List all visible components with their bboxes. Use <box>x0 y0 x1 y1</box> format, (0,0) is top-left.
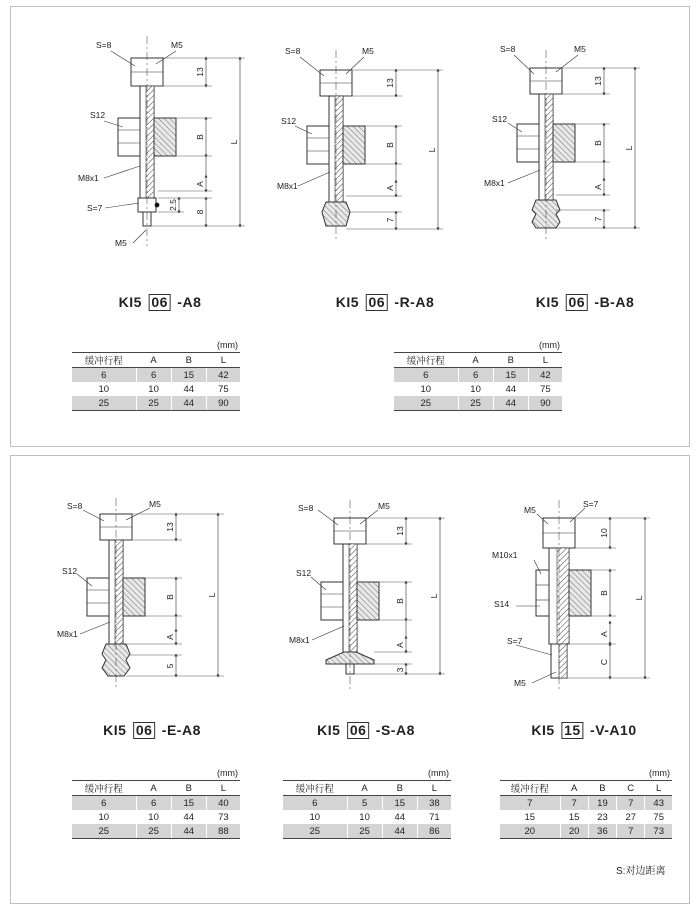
table-cell: 15 <box>493 368 528 383</box>
table-cell: 10 <box>283 810 347 824</box>
table-cell: 38 <box>417 796 451 811</box>
label-m5-top: M5 <box>149 499 161 509</box>
dim-l: L <box>427 147 437 153</box>
diagram-a8 <box>78 36 245 248</box>
dim-13: 13 <box>165 522 175 532</box>
label-s7: S=7 <box>507 636 523 646</box>
header-cell: L <box>528 353 562 368</box>
unit-label: (mm) <box>649 768 670 778</box>
table-cell: 5 <box>347 796 382 811</box>
table-cell: 75 <box>206 382 240 396</box>
label-s14: S14 <box>494 599 510 609</box>
table-cell: 25 <box>394 396 458 411</box>
table-row <box>500 824 672 839</box>
table-cell: 71 <box>417 810 451 824</box>
dim-13: 13 <box>395 526 405 536</box>
model-prefix: KI5 <box>335 294 360 310</box>
dim-l: L <box>207 592 217 598</box>
diagram-b-a8 <box>484 44 640 240</box>
dim-13: 13 <box>195 67 205 77</box>
label-s7: S=7 <box>87 203 103 213</box>
model-suffix: -R-A8 <box>394 294 435 310</box>
label-s8: S=8 <box>500 44 516 54</box>
diagram-v-a10 <box>492 499 650 692</box>
model-prefix: KI5 <box>531 722 555 738</box>
header-cell: 缓冲行程 <box>283 781 347 796</box>
dim-l: L <box>624 145 634 151</box>
table-cell: 27 <box>617 810 645 824</box>
label-s12: S12 <box>281 116 297 126</box>
header-cell: L <box>206 781 240 796</box>
table-cell: 15 <box>500 810 560 824</box>
table-cell: 20 <box>560 824 588 839</box>
dim-13: 13 <box>593 76 603 86</box>
header-cell: A <box>136 781 171 796</box>
table-cell: 7 <box>617 824 645 839</box>
model-box: 06 <box>148 294 171 311</box>
spec-table <box>72 766 240 839</box>
table-cell: 90 <box>206 396 240 411</box>
header-cell: 缓冲行程 <box>394 353 458 368</box>
model-box: 06 <box>347 722 370 739</box>
dim-l: L <box>229 139 239 145</box>
table-row <box>283 796 451 811</box>
table-cell: 6 <box>458 368 493 383</box>
spec-table <box>72 338 240 411</box>
label-m5-bottom: M5 <box>115 238 127 248</box>
header-cell: A <box>458 353 493 368</box>
label-m8: M8x1 <box>78 173 99 183</box>
dim-8: 8 <box>195 209 205 215</box>
label-m8: M8x1 <box>484 178 505 188</box>
model-suffix: -A8 <box>177 294 202 310</box>
table-row <box>72 810 240 824</box>
unit-label: (mm) <box>217 340 238 350</box>
model-box: 06 <box>133 722 156 739</box>
header-cell: L <box>417 781 451 796</box>
table-cell: 15 <box>171 796 206 811</box>
label-s12: S12 <box>492 114 508 124</box>
header-cell: L <box>206 353 240 368</box>
table-cell: 10 <box>394 382 458 396</box>
model-prefix: KI5 <box>535 294 560 310</box>
table-row <box>283 810 451 824</box>
label-m5-bottom: M5 <box>514 678 526 688</box>
label-s12: S12 <box>90 110 106 120</box>
table-cell: 73 <box>206 810 240 824</box>
table-cell: 20 <box>500 824 560 839</box>
dim-10: 10 <box>599 528 609 538</box>
table-cell: 42 <box>528 368 562 383</box>
table-cell: 75 <box>645 810 672 824</box>
table-cell: 25 <box>347 824 382 839</box>
header-cell: C <box>617 781 645 796</box>
table-cell: 44 <box>493 382 528 396</box>
dim-b: B <box>195 134 205 140</box>
table-cell: 44 <box>382 824 417 839</box>
header-cell: B <box>171 353 206 368</box>
table-cell: 44 <box>171 810 206 824</box>
dim-b: B <box>599 590 609 596</box>
header-cell: B <box>588 781 616 796</box>
header-cell: A <box>560 781 588 796</box>
table-cell: 6 <box>136 796 171 811</box>
unit-label: (mm) <box>539 340 560 350</box>
table-row <box>72 382 240 396</box>
table-cell: 25 <box>136 396 171 411</box>
table-cell: 19 <box>588 796 616 811</box>
table-cell: 10 <box>72 810 136 824</box>
table-row <box>500 796 672 811</box>
dim-a: A <box>165 634 175 640</box>
spec-table <box>500 766 672 839</box>
label-m10: M10x1 <box>492 550 518 560</box>
dim-a: A <box>599 631 609 637</box>
table-row <box>394 368 562 383</box>
header-cell: 缓冲行程 <box>72 353 136 368</box>
label-m5-top: M5 <box>171 40 183 50</box>
label-s8: S=8 <box>67 501 83 511</box>
model-title-v-a10 <box>531 722 636 739</box>
label-m5-top: M5 <box>524 505 536 515</box>
model-box: 15 <box>561 722 584 739</box>
unit-label: (mm) <box>428 768 449 778</box>
model-prefix: KI5 <box>103 722 127 738</box>
label-s12: S12 <box>296 568 312 578</box>
header-cell: B <box>493 353 528 368</box>
label-m5-top: M5 <box>378 501 390 511</box>
table-cell: 25 <box>458 396 493 411</box>
dim-a: A <box>385 185 395 191</box>
spec-table <box>394 338 562 411</box>
unit-label: (mm) <box>217 768 238 778</box>
table-row <box>394 396 562 411</box>
table-cell: 25 <box>283 824 347 839</box>
table-cell: 42 <box>206 368 240 383</box>
model-title-r-a8 <box>336 294 435 311</box>
header-cell: A <box>136 353 171 368</box>
table-cell: 10 <box>136 810 171 824</box>
model-suffix: -V-A10 <box>590 722 637 738</box>
model-suffix: -B-A8 <box>594 294 635 310</box>
model-title-e-a8 <box>103 722 201 739</box>
model-title-a8 <box>119 294 202 311</box>
header-cell: 缓冲行程 <box>72 781 136 796</box>
table-cell: 15 <box>171 368 206 383</box>
dim-a: A <box>195 181 205 187</box>
label-s7-top: S=7 <box>583 499 599 509</box>
dim-13: 13 <box>385 78 395 88</box>
model-box: 06 <box>565 294 588 311</box>
label-s8: S=8 <box>285 46 301 56</box>
dim-7: 7 <box>593 216 603 222</box>
diagram-r-a8 <box>277 46 443 240</box>
table-cell: 10 <box>458 382 493 396</box>
table-cell: 10 <box>347 810 382 824</box>
dim-2-5: 2.5 <box>168 199 178 211</box>
table-row <box>500 810 672 824</box>
model-title-b-a8 <box>536 294 635 311</box>
header-cell: B <box>171 781 206 796</box>
label-m8: M8x1 <box>57 629 78 639</box>
dim-l: L <box>634 595 644 601</box>
model-prefix: KI5 <box>118 294 142 310</box>
table-cell: 15 <box>382 796 417 811</box>
dim-3: 3 <box>395 667 405 673</box>
label-m8: M8x1 <box>277 181 298 191</box>
table-cell: 6 <box>394 368 458 383</box>
header-cell: L <box>645 781 672 796</box>
table-cell: 7 <box>617 796 645 811</box>
table-cell: 40 <box>206 796 240 811</box>
table-cell: 36 <box>588 824 616 839</box>
table-cell: 25 <box>72 824 136 839</box>
label-s12: S12 <box>62 566 78 576</box>
diagram-s-a8 <box>289 500 445 690</box>
dim-c: C <box>599 658 609 666</box>
table-cell: 7 <box>500 796 560 811</box>
dim-a: A <box>593 184 603 190</box>
lock-nut-s12 <box>118 118 140 156</box>
label-s8: S=8 <box>96 40 112 50</box>
dim-7: 7 <box>385 217 395 223</box>
table-row <box>72 368 240 383</box>
table-cell: 75 <box>528 382 562 396</box>
label-m5-top: M5 <box>574 44 586 54</box>
table-cell: 6 <box>283 796 347 811</box>
dim-5: 5 <box>165 663 175 669</box>
table-cell: 15 <box>560 810 588 824</box>
table-cell: 44 <box>171 382 206 396</box>
table-cell: 90 <box>528 396 562 411</box>
label-m8: M8x1 <box>289 635 310 645</box>
table-cell: 88 <box>206 824 240 839</box>
table-cell: 6 <box>72 368 136 383</box>
diagram-e-a8 <box>57 498 224 690</box>
table-row <box>72 824 240 839</box>
table-cell: 44 <box>171 396 206 411</box>
header-cell: A <box>347 781 382 796</box>
table-cell: 73 <box>645 824 672 839</box>
table-cell: 25 <box>72 396 136 411</box>
footnote: S:对边距离 <box>616 866 666 877</box>
dim-a: A <box>395 642 405 648</box>
table-cell: 6 <box>72 796 136 811</box>
table-row <box>283 824 451 839</box>
model-box: 06 <box>365 294 388 311</box>
table-cell: 44 <box>493 396 528 411</box>
spec-table <box>283 766 451 839</box>
model-suffix: -S-A8 <box>375 722 415 738</box>
model-title-s-a8 <box>317 722 415 739</box>
dim-b: B <box>395 598 405 604</box>
table-cell: 44 <box>171 824 206 839</box>
dim-b: B <box>165 594 175 600</box>
header-cell: 缓冲行程 <box>500 781 560 796</box>
header-cell: B <box>382 781 417 796</box>
table-cell: 86 <box>417 824 451 839</box>
table-cell: 7 <box>560 796 588 811</box>
table-cell: 6 <box>136 368 171 383</box>
dim-b: B <box>593 140 603 146</box>
model-prefix: KI5 <box>317 722 341 738</box>
table-cell: 10 <box>136 382 171 396</box>
dim-l: L <box>429 593 439 599</box>
table-cell: 10 <box>72 382 136 396</box>
dim-b: B <box>385 142 395 148</box>
table-cell: 23 <box>588 810 616 824</box>
table-row <box>72 396 240 411</box>
table-cell: 25 <box>136 824 171 839</box>
table-cell: 44 <box>382 810 417 824</box>
label-m5-top: M5 <box>362 46 374 56</box>
model-suffix: -E-A8 <box>161 722 201 738</box>
table-row <box>72 796 240 811</box>
table-cell: 43 <box>645 796 672 811</box>
table-row <box>394 382 562 396</box>
label-s8: S=8 <box>298 503 314 513</box>
